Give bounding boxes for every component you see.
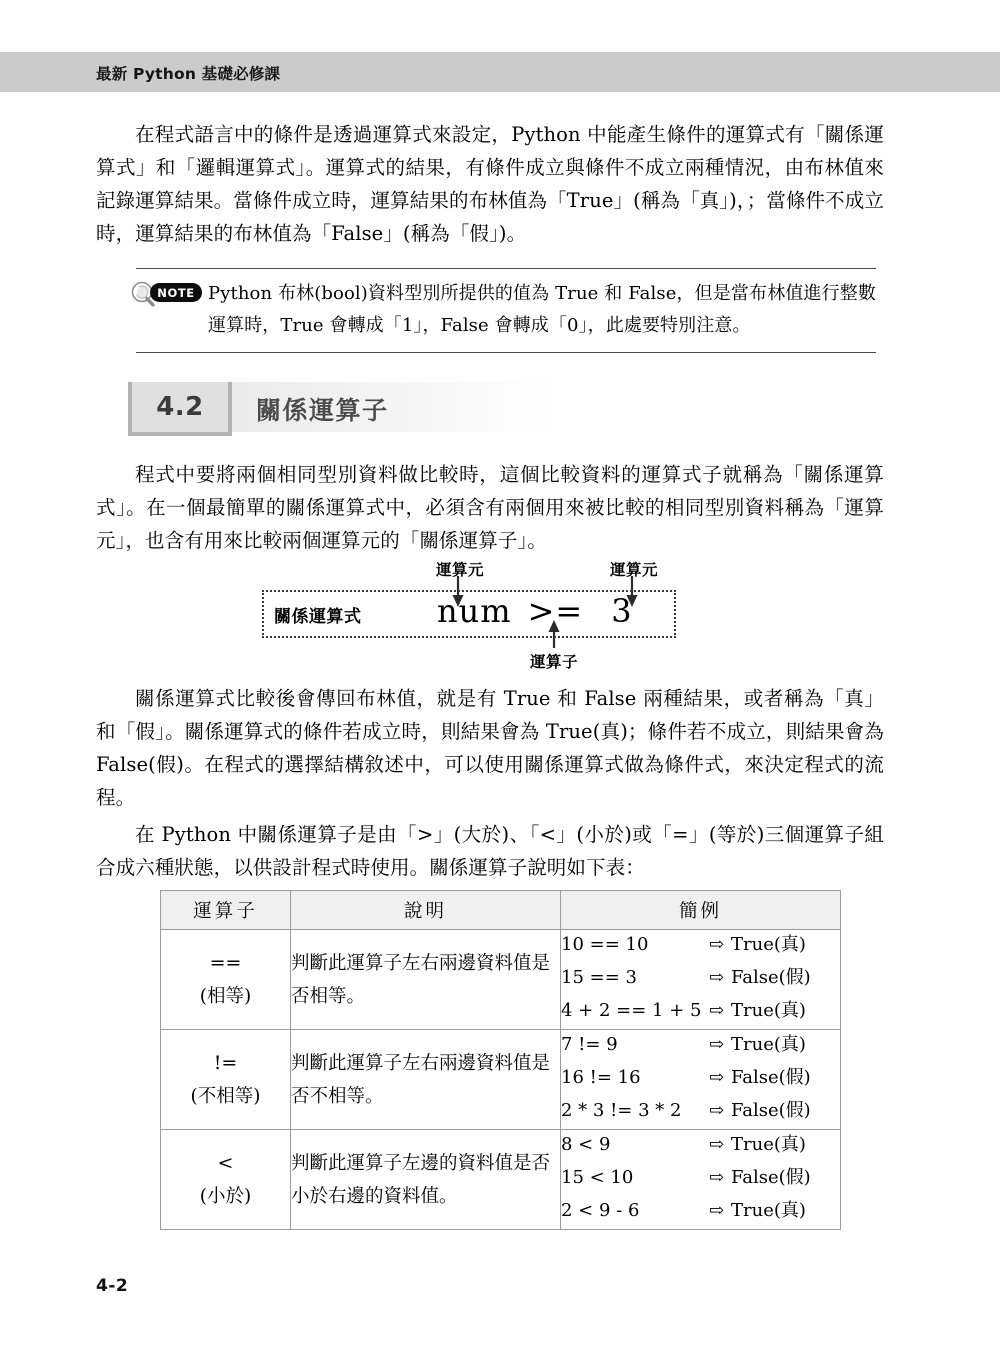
paragraph-2-block (96, 458, 884, 557)
example-result: True(真) (731, 1000, 806, 1021)
example-line (561, 1130, 840, 1163)
cell-examples (561, 930, 841, 1030)
note-text: Python 布林(bool)資料型別所提供的值為 True 和 False，但是當布林值進行整數運算時，True 會轉成「1」，False 會轉成「0」，此處要特別注意。 (208, 283, 876, 336)
example-expression: 10 == 10 (561, 934, 649, 955)
operator-name: (不相等) (190, 1085, 261, 1107)
expression-right-operand: 3 (611, 592, 633, 630)
paragraph-3: 關係運算式比較後會傳回布林值，就是有 True 和 False 兩種結果，或者稱為「真」和「假」。關係運算式的條件若成立時，則結果會為 True(真)；條件若不成立，則結果會為 False(假)。在程式的選擇結構敘述中，可以使用關係運算式做為條件式，來決定程式的流程。 (96, 687, 884, 809)
diagram-box-label: 關係運算式 (274, 607, 362, 627)
cell-description: 判斷此運算子左右兩邊資料值是否相等。 (291, 930, 561, 1030)
annotation-operator: 運算子 (530, 652, 579, 671)
cell-operator (161, 1130, 291, 1230)
cell-description: 判斷此運算子左邊的資料值是否小於右邊的資料值。 (291, 1130, 561, 1230)
right-arrow-icon: ⇨ (709, 1034, 725, 1055)
note-bottom-rule (136, 352, 876, 353)
right-arrow-icon: ⇨ (709, 1134, 725, 1155)
right-arrow-icon: ⇨ (709, 967, 725, 988)
operator-symbol: != (213, 1051, 238, 1074)
annotation-operand-left: 運算元 (436, 560, 485, 579)
section-title: 關係運算子 (256, 396, 389, 425)
page-number: 4-2 (96, 1276, 129, 1296)
example-line (561, 1096, 840, 1129)
example-result: False(假) (731, 1167, 811, 1188)
example-result: True(真) (731, 1034, 806, 1055)
paragraph-4-block (96, 818, 884, 884)
expression-left-operand: num (437, 592, 512, 630)
annotation-operand-right: 運算元 (610, 560, 659, 579)
paragraph-3-block (96, 682, 884, 814)
right-arrow-icon: ⇨ (709, 1167, 725, 1188)
operator-symbol: == (209, 951, 242, 974)
operator-name: (相等) (199, 985, 252, 1007)
section-number-frame (128, 382, 232, 436)
sample-expression (437, 592, 633, 630)
running-header-band (0, 52, 1000, 92)
example-line (561, 1163, 840, 1196)
cell-operator (161, 1030, 291, 1130)
table-head (161, 891, 841, 930)
right-arrow-icon: ⇨ (709, 1000, 725, 1021)
right-arrow-icon: ⇨ (709, 1100, 725, 1121)
cell-operator (161, 930, 291, 1030)
intro-paragraph: 在程式語言中的條件是透過運算式來設定，Python 中能產生條件的運算式有「關係運算式」和「邏輯運算式」。運算式的結果，有條件成立與條件不成立兩種情況，由布林值來記錄運算結果。當條件成立時，運算結果的布林值為「True」(稱為「真」)，；當條件不成立時，運算結果的布林值為「False」(稱為「假」)。 (96, 123, 884, 245)
table-row (161, 1130, 841, 1230)
note-badge-pill (150, 283, 202, 302)
example-line (561, 930, 840, 963)
table-header-example: 簡例 (561, 891, 841, 930)
example-line (561, 963, 840, 996)
section-heading-bar (128, 382, 888, 432)
section-number: 4.2 (156, 392, 204, 422)
paragraph-4: 在 Python 中關係運算子是由「>」(大於)、「<」(小於)或「=」(等於)三個運算子組合成六種狀態，以供設計程式時使用。關係運算子說明如下表： (96, 823, 884, 879)
example-line (561, 1063, 840, 1096)
example-expression: 4 + 2 == 1 + 5 (561, 1000, 702, 1021)
paragraph-2: 程式中要將兩個相同型別資料做比較時，這個比較資料的運算式子就稱為「關係運算式」。在一個最簡單的關係運算式中，必須含有兩個用來被比較的相同型別資料稱為「運算元」，也含有用來比較兩個運算元的「關係運算子」。 (96, 463, 884, 552)
example-expression: 15 < 10 (561, 1167, 634, 1188)
table-header-description: 說明 (291, 891, 561, 930)
book-title: 最新 Python 基礎必修課 (96, 65, 281, 83)
expression-operator: >= (527, 592, 584, 630)
example-expression: 2 * 3 != 3 * 2 (561, 1100, 682, 1121)
note-body (136, 269, 876, 352)
example-result: True(真) (731, 934, 806, 955)
example-expression: 15 == 3 (561, 967, 637, 988)
section-heading (128, 382, 888, 436)
example-expression: 2 < 9 - 6 (561, 1200, 640, 1221)
expression-diagram (262, 558, 682, 670)
right-arrow-icon: ⇨ (709, 1200, 725, 1221)
example-line (561, 1030, 840, 1063)
cell-examples (561, 1030, 841, 1130)
table-header-operator: 運算子 (161, 891, 291, 930)
right-arrow-icon: ⇨ (709, 934, 725, 955)
example-result: False(假) (731, 967, 811, 988)
example-result: False(假) (731, 1067, 811, 1088)
example-line (561, 1196, 840, 1229)
table-header-row (161, 891, 841, 930)
cell-examples (561, 1130, 841, 1230)
table-body (161, 930, 841, 1230)
example-result: True(真) (731, 1200, 806, 1221)
section-number-box (132, 382, 228, 432)
example-result: False(假) (731, 1100, 811, 1121)
table-row (161, 1030, 841, 1130)
note-badge-label: NOTE (157, 285, 195, 300)
operator-symbol: < (217, 1151, 234, 1174)
intro-paragraph-block (96, 118, 884, 250)
example-expression: 16 != 16 (561, 1067, 641, 1088)
note-badge (128, 281, 204, 307)
cell-description: 判斷此運算子左右兩邊資料值是否不相等。 (291, 1030, 561, 1130)
table-row (161, 930, 841, 1030)
example-line (561, 996, 840, 1029)
relational-operators-table (160, 890, 841, 1230)
example-expression: 7 != 9 (561, 1034, 618, 1055)
note-callout (136, 268, 876, 353)
example-result: True(真) (731, 1134, 806, 1155)
operator-name: (小於) (199, 1185, 252, 1207)
right-arrow-icon: ⇨ (709, 1067, 725, 1088)
example-expression: 8 < 9 (561, 1134, 611, 1155)
